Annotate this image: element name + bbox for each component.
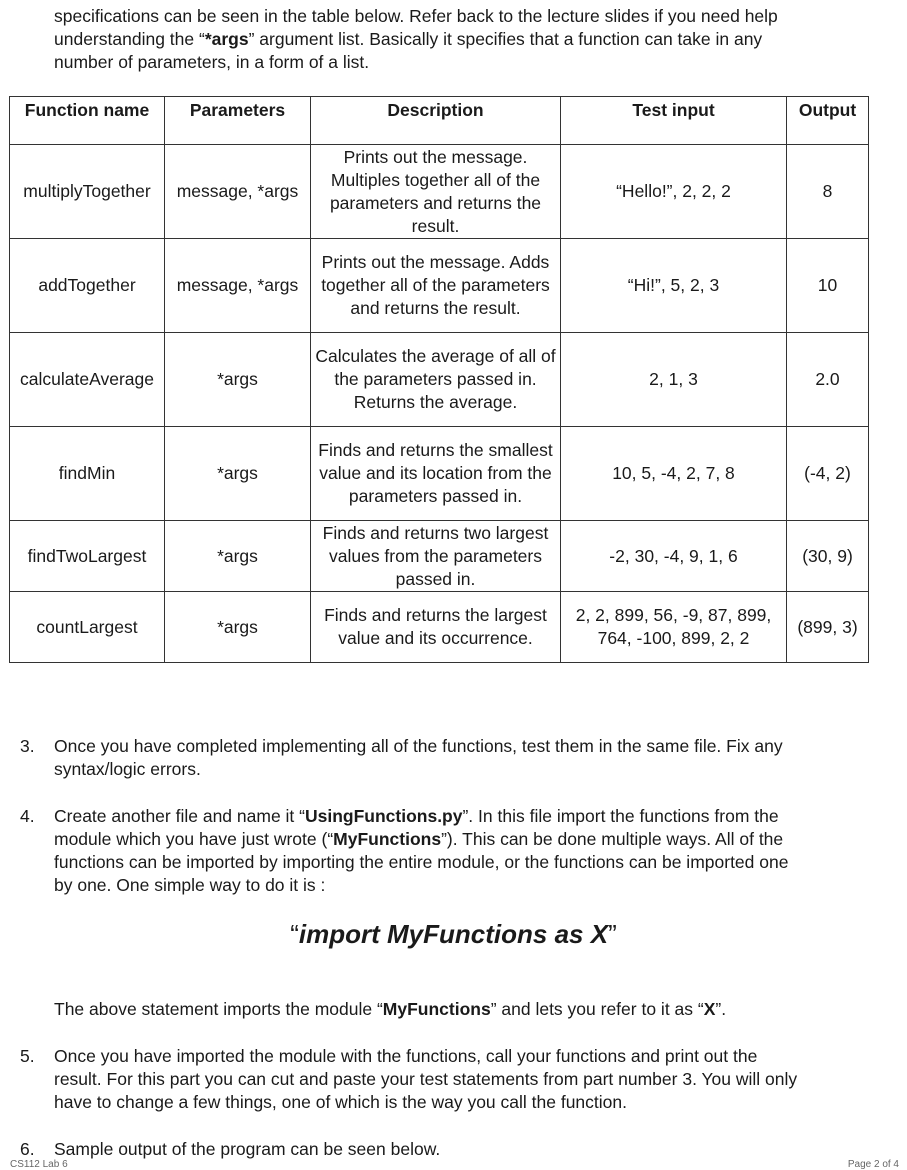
function-params: *args	[165, 427, 311, 521]
header-test-input: Test input	[561, 97, 787, 145]
function-params: *args	[165, 521, 311, 592]
function-params: message, *args	[165, 145, 311, 239]
footer-page-number: Page 2 of 4	[847, 1159, 899, 1170]
step-6-text: Sample output of the program can be seen below.	[54, 1139, 441, 1159]
step-4-text: Create another file and name it “UsingFunctions.py”. In this file import the functions from the module which you have just wrote (“MyFunctions”). This can be done multiple ways. All of the functions can be imported by importing the entire module, or the functions can be imported one by one. One simple way to do it is :	[54, 806, 789, 895]
function-test-input: 2, 2, 899, 56, -9, 87, 899, 764, -100, 899, 2, 2	[561, 592, 787, 663]
intro-line-3: number of parameters, in a form of a list.	[54, 52, 370, 72]
module-name: MyFunctions	[333, 829, 442, 849]
function-desc: Prints out the message. Adds together all of the parameters and returns the result.	[311, 239, 561, 333]
table-row	[10, 521, 869, 592]
filename-using-functions: UsingFunctions.py	[304, 806, 463, 826]
step-5-text: Once you have imported the module with the functions, call your functions and print out the result. For this part you can cut and paste your test statements from part number 3. You will only have to change a few things, one of which is the way you call the function.	[54, 1046, 798, 1112]
footer-course: CS112 Lab 6	[10, 1159, 68, 1170]
step-3-number: 3.	[20, 736, 35, 756]
table-row	[10, 592, 869, 663]
function-desc: Finds and returns the largest value and its occurrence.	[311, 592, 561, 663]
function-desc: Finds and returns the smallest value and its location from the parameters passed in.	[311, 427, 561, 521]
function-test-input: “Hi!”, 5, 2, 3	[561, 239, 787, 333]
function-name: findMin	[10, 427, 165, 521]
function-test-input: -2, 30, -4, 9, 1, 6	[561, 521, 787, 592]
step-6-number: 6.	[20, 1139, 35, 1159]
table-row	[10, 427, 869, 521]
function-output: 2.0	[787, 333, 869, 427]
function-output: (899, 3)	[787, 592, 869, 663]
function-test-input: “Hello!”, 2, 2, 2	[561, 145, 787, 239]
function-output: (30, 9)	[787, 521, 869, 592]
table-row	[10, 333, 869, 427]
function-params: *args	[165, 333, 311, 427]
step-4-number: 4.	[20, 806, 35, 826]
function-desc: Finds and returns two largest values from the parameters passed in.	[311, 521, 561, 592]
function-test-input: 2, 1, 3	[561, 333, 787, 427]
table-header-row	[10, 97, 869, 145]
function-output: 8	[787, 145, 869, 239]
function-name: multiplyTogether	[10, 145, 165, 239]
function-name: calculateAverage	[10, 333, 165, 427]
header-description: Description	[311, 97, 561, 145]
step-5-number: 5.	[20, 1046, 35, 1066]
function-spec-table	[9, 96, 869, 663]
function-output: (-4, 2)	[787, 427, 869, 521]
function-params: *args	[165, 592, 311, 663]
args-term: *args	[204, 29, 249, 49]
intro-paragraph: specifications can be seen in the table below. Refer back to the lecture slides if you need help understanding the “*args” argument list. Basically it specifies that a function can take in any number of parameters, in a form of a list.	[54, 6, 778, 72]
import-explanation: The above statement imports the module “MyFunctions” and lets you refer to it as “X”.	[54, 999, 727, 1019]
function-desc: Calculates the average of all of the parameters passed in. Returns the average.	[311, 333, 561, 427]
function-test-input: 10, 5, -4, 2, 7, 8	[561, 427, 787, 521]
import-code: import MyFunctions as X	[298, 919, 609, 949]
header-output: Output	[787, 97, 869, 145]
function-desc: Prints out the message. Multiples together all of the parameters and returns the result.	[311, 145, 561, 239]
function-name: findTwoLargest	[10, 521, 165, 592]
step-3-text: Once you have completed implementing all of the functions, test them in the same file. Fix any syntax/logic errors.	[54, 736, 783, 779]
header-function-name: Function name	[10, 97, 165, 145]
function-params: message, *args	[165, 239, 311, 333]
import-statement: “import MyFunctions as X”	[290, 919, 617, 949]
header-parameters: Parameters	[165, 97, 311, 145]
function-output: 10	[787, 239, 869, 333]
table-row	[10, 145, 869, 239]
function-name: addTogether	[10, 239, 165, 333]
function-name: countLargest	[10, 592, 165, 663]
table-row	[10, 239, 869, 333]
intro-line-1: specifications can be seen in the table below. Refer back to the lecture slides if you need help	[54, 6, 778, 26]
